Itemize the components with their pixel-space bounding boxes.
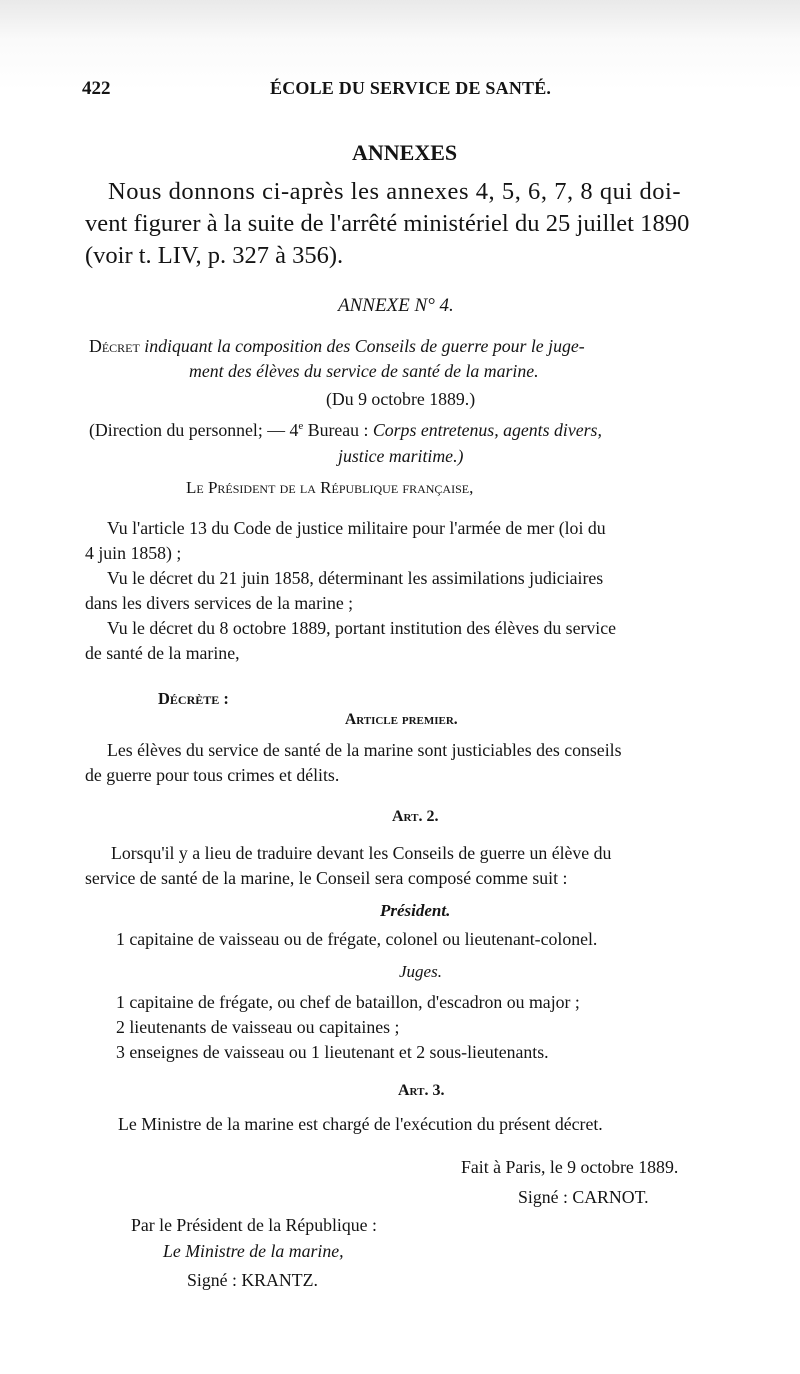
running-title: ÉCOLE DU SERVICE DE SANTÉ.	[270, 78, 552, 98]
direction-superscript: e	[298, 420, 304, 433]
direction-bureau: Bureau :	[303, 420, 373, 440]
vu-line-6: de santé de la marine,	[85, 643, 240, 663]
vu-line-2: 4 juin 1858) ;	[85, 543, 182, 563]
article-2-heading: Art. 2.	[392, 808, 439, 825]
decret-title-start: indiquant la composition des Conseils de guerre pour le juge-	[144, 336, 585, 356]
page-number: 422	[82, 78, 111, 99]
par-le-president: Par le Président de la République :	[131, 1215, 377, 1235]
juges-line-2: 2 lieutenants de vaisseau ou capitaines ;	[116, 1017, 400, 1037]
decret-date: (Du 9 octobre 1889.)	[326, 389, 476, 409]
fait-a-paris: Fait à Paris, le 9 octobre 1889.	[461, 1157, 679, 1177]
article-2-line-2: service de santé de la marine, le Conseil sera composé comme suit :	[85, 868, 568, 888]
intro-line-3: (voir t. LIV, p. 327 à 356).	[85, 242, 344, 269]
vu-line-5: Vu le décret du 8 octobre 1889, portant institution des élèves du service	[107, 618, 617, 638]
president-label: Président.	[380, 901, 451, 920]
article-3-heading: Art. 3.	[398, 1082, 445, 1099]
ministre-de-la-marine: Le Ministre de la marine,	[163, 1241, 344, 1261]
intro-line-2: vent figurer à la suite de l'arrêté ministériel du 25 juillet 1890	[85, 210, 690, 237]
article-3-line-1: Le Ministre de la marine est chargé de l'exécution du présent décret.	[118, 1114, 603, 1134]
direction-text: (Direction du personnel; — 4	[89, 420, 299, 440]
signe-carnot: Signé : CARNOT.	[518, 1187, 649, 1207]
direction-line-1	[89, 420, 602, 441]
vu-line-3: Vu le décret du 21 juin 1858, déterminant les assimilations judiciaires	[107, 568, 604, 588]
decret-line-2: ment des élèves du service de santé de la marine.	[189, 361, 539, 381]
annexe-title: ANNEXE N° 4.	[338, 295, 454, 316]
decret-word: Décret	[89, 336, 140, 356]
juges-line-3: 3 enseignes de vaisseau ou 1 lieutenant et 2 sous-lieutenants.	[116, 1042, 549, 1062]
decret-line-1	[89, 336, 585, 357]
article-1-line-1: Les élèves du service de santé de la marine sont justiciables des conseils	[107, 740, 622, 760]
president-heading: Le Président de la République française,	[186, 478, 474, 497]
article-1-heading: Article premier.	[345, 711, 458, 728]
article-2-line-1: Lorsqu'il y a lieu de traduire devant les Conseils de guerre un élève du	[111, 843, 612, 863]
direction-line-2: justice maritime.)	[338, 446, 464, 466]
juges-line-1: 1 capitaine de frégate, ou chef de bataillon, d'escadron ou major ;	[116, 992, 580, 1012]
president-line: 1 capitaine de vaisseau ou de frégate, colonel ou lieutenant-colonel.	[116, 929, 598, 949]
direction-corps: Corps entretenus, agents divers,	[372, 420, 602, 440]
decrete-heading: Décrète :	[158, 689, 229, 708]
page-header	[82, 78, 762, 102]
annexes-title: ANNEXES	[352, 140, 458, 165]
vu-line-1: Vu l'article 13 du Code de justice militaire pour l'armée de mer (loi du	[107, 518, 606, 538]
juges-label: Juges.	[399, 962, 442, 981]
intro-line-1: Nous donnons ci-après les annexes 4, 5, 6, 7, 8 qui doi-	[108, 178, 682, 205]
signe-krantz: Signé : KRANTZ.	[187, 1270, 318, 1290]
vu-line-4: dans les divers services de la marine ;	[85, 593, 354, 613]
article-1-line-2: de guerre pour tous crimes et délits.	[85, 765, 340, 785]
